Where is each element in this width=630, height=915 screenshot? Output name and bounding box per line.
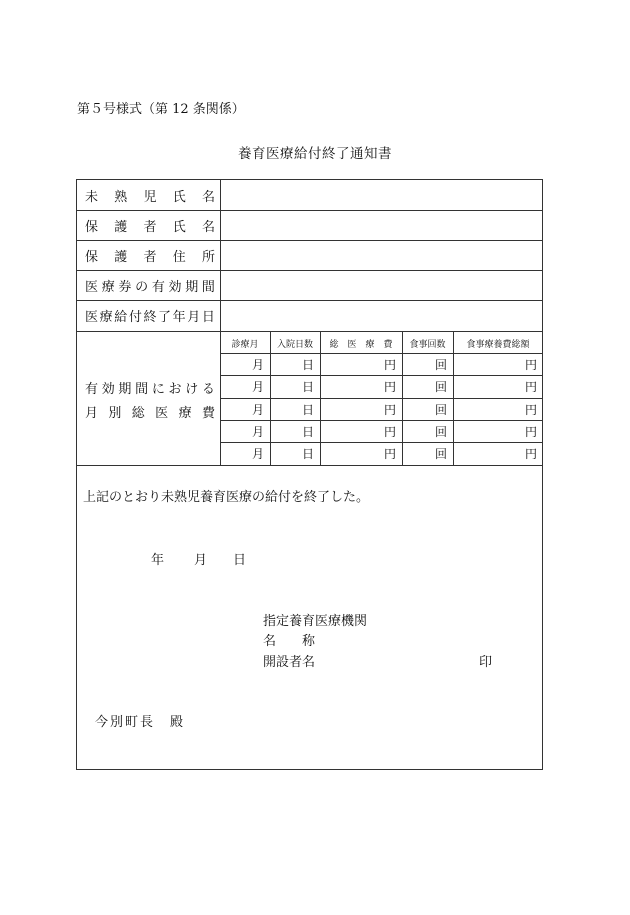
row-divider — [77, 465, 542, 466]
label-char: 療 — [99, 310, 113, 325]
label-char: お — [168, 382, 182, 397]
field-value-end-date[interactable] — [225, 305, 535, 325]
label-char: 護 — [114, 249, 128, 265]
termination-statement: 上記のとおり未熟児養育医療の給付を終了した。 — [83, 490, 370, 505]
label-char: 別 — [108, 406, 122, 421]
label-char: 有 — [85, 382, 99, 397]
institution-name-label: 名 称 — [263, 634, 316, 649]
label-char: 終 — [143, 310, 157, 325]
label-char: 保 — [85, 249, 99, 265]
header-meal-count: 食事回数 — [409, 339, 446, 350]
label-char: け — [185, 382, 199, 397]
label-char: 者 — [143, 219, 157, 235]
label-char: 期 — [118, 382, 132, 397]
label-char: 総 — [131, 406, 145, 421]
field-label-end-date — [85, 300, 215, 331]
cell-cost[interactable]: 円 — [383, 357, 396, 372]
field-label-infant-name — [85, 180, 215, 210]
label-char: 医 — [155, 406, 169, 421]
cell-days[interactable]: 日 — [301, 424, 314, 439]
label-char: 効 — [168, 279, 182, 295]
monthly-costs-label-line1 — [85, 378, 215, 397]
label-char: に — [151, 382, 165, 397]
cell-days[interactable]: 日 — [301, 379, 314, 394]
cell-meal-cost[interactable]: 円 — [524, 357, 537, 372]
cell-meals[interactable]: 回 — [434, 379, 447, 394]
label-char: 日 — [201, 310, 215, 325]
field-value-ticket-validity[interactable] — [225, 275, 535, 295]
header-meal-cost-total: 食事療養費総額 — [466, 339, 530, 350]
monthly-costs-label-line2 — [85, 402, 215, 421]
cell-meal-cost[interactable]: 円 — [524, 424, 537, 439]
label-char: 間 — [135, 382, 149, 397]
cell-meal-cost[interactable]: 円 — [524, 402, 537, 417]
label-char: 療 — [101, 279, 115, 295]
notice-form-frame — [76, 179, 543, 770]
cell-cost[interactable]: 円 — [383, 402, 396, 417]
label-char: 効 — [101, 382, 115, 397]
cell-month[interactable]: 月 — [251, 357, 264, 372]
cell-month[interactable]: 月 — [251, 424, 264, 439]
monthly-costs-label-2 — [85, 402, 215, 421]
label-char: 未 — [85, 189, 99, 205]
row-divider — [77, 331, 542, 332]
header-inpatient-days: 入院日数 — [276, 339, 313, 350]
cell-meals[interactable]: 回 — [434, 424, 447, 439]
label-char: 月 — [187, 310, 201, 325]
label-char: 療 — [178, 406, 192, 421]
cell-meals[interactable]: 回 — [434, 446, 447, 461]
label-char: 年 — [172, 310, 186, 325]
date-month-label: 月 — [194, 553, 208, 568]
label-char: 有 — [151, 279, 165, 295]
date-day-label: 日 — [233, 553, 247, 568]
label-char: 所 — [201, 249, 215, 265]
label-char: 了 — [158, 310, 172, 325]
label-char: る — [201, 382, 215, 397]
cell-cost[interactable]: 円 — [383, 379, 396, 394]
cell-meals[interactable]: 回 — [434, 402, 447, 417]
institution-heading: 指定養育医療機関 — [263, 614, 368, 629]
addressee: 今別町長 殿 — [95, 715, 186, 730]
label-char: 月 — [85, 406, 99, 421]
cell-cost[interactable]: 円 — [383, 446, 396, 461]
field-value-infant-name[interactable] — [225, 185, 535, 205]
form-title: 養育医療給付終了通知書 — [238, 146, 392, 162]
label-char: 名 — [201, 219, 215, 235]
label-char: 期 — [185, 279, 199, 295]
label-char: 費 — [201, 406, 215, 421]
field-value-guardian-address[interactable] — [225, 245, 535, 265]
label-char: の — [135, 279, 149, 295]
header-total-medical-cost: 総 医 療 費 — [329, 339, 393, 350]
label-char: 熟 — [114, 189, 128, 205]
label-char: 保 — [85, 219, 99, 235]
seal-mark: 印 — [479, 655, 493, 670]
cell-days[interactable]: 日 — [301, 402, 314, 417]
form-number: 第５号様式（第 12 条関係） — [77, 102, 245, 117]
cell-month[interactable]: 月 — [251, 402, 264, 417]
label-char: 氏 — [172, 219, 186, 235]
label-char: 付 — [128, 310, 142, 325]
field-value-guardian-name[interactable] — [225, 215, 535, 235]
label-char: 児 — [143, 189, 157, 205]
cell-meals[interactable]: 回 — [434, 357, 447, 372]
cell-cost[interactable]: 円 — [383, 424, 396, 439]
field-label-guardian-name — [85, 210, 215, 240]
cell-days[interactable]: 日 — [301, 446, 314, 461]
label-char: 医 — [85, 310, 99, 325]
cell-month[interactable]: 月 — [251, 379, 264, 394]
label-char: 住 — [172, 249, 186, 265]
monthly-costs-label — [85, 378, 215, 397]
cell-meal-cost[interactable]: 円 — [524, 446, 537, 461]
date-year-label: 年 — [151, 553, 165, 568]
label-char: 名 — [201, 189, 215, 205]
cell-days[interactable]: 日 — [301, 357, 314, 372]
label-char: 間 — [201, 279, 215, 295]
field-label-guardian-address — [85, 240, 215, 270]
label-char: 者 — [143, 249, 157, 265]
cell-meal-cost[interactable]: 円 — [524, 379, 537, 394]
label-char: 氏 — [172, 189, 186, 205]
cell-month[interactable]: 月 — [251, 446, 264, 461]
label-char: 券 — [118, 279, 132, 295]
institution-founder-label: 開設者名 — [263, 655, 316, 670]
label-char: 給 — [114, 310, 128, 325]
field-label-ticket-validity — [85, 270, 215, 300]
label-char: 護 — [114, 219, 128, 235]
label-char: 医 — [85, 279, 99, 295]
header-treatment-month: 診療月 — [231, 339, 259, 350]
